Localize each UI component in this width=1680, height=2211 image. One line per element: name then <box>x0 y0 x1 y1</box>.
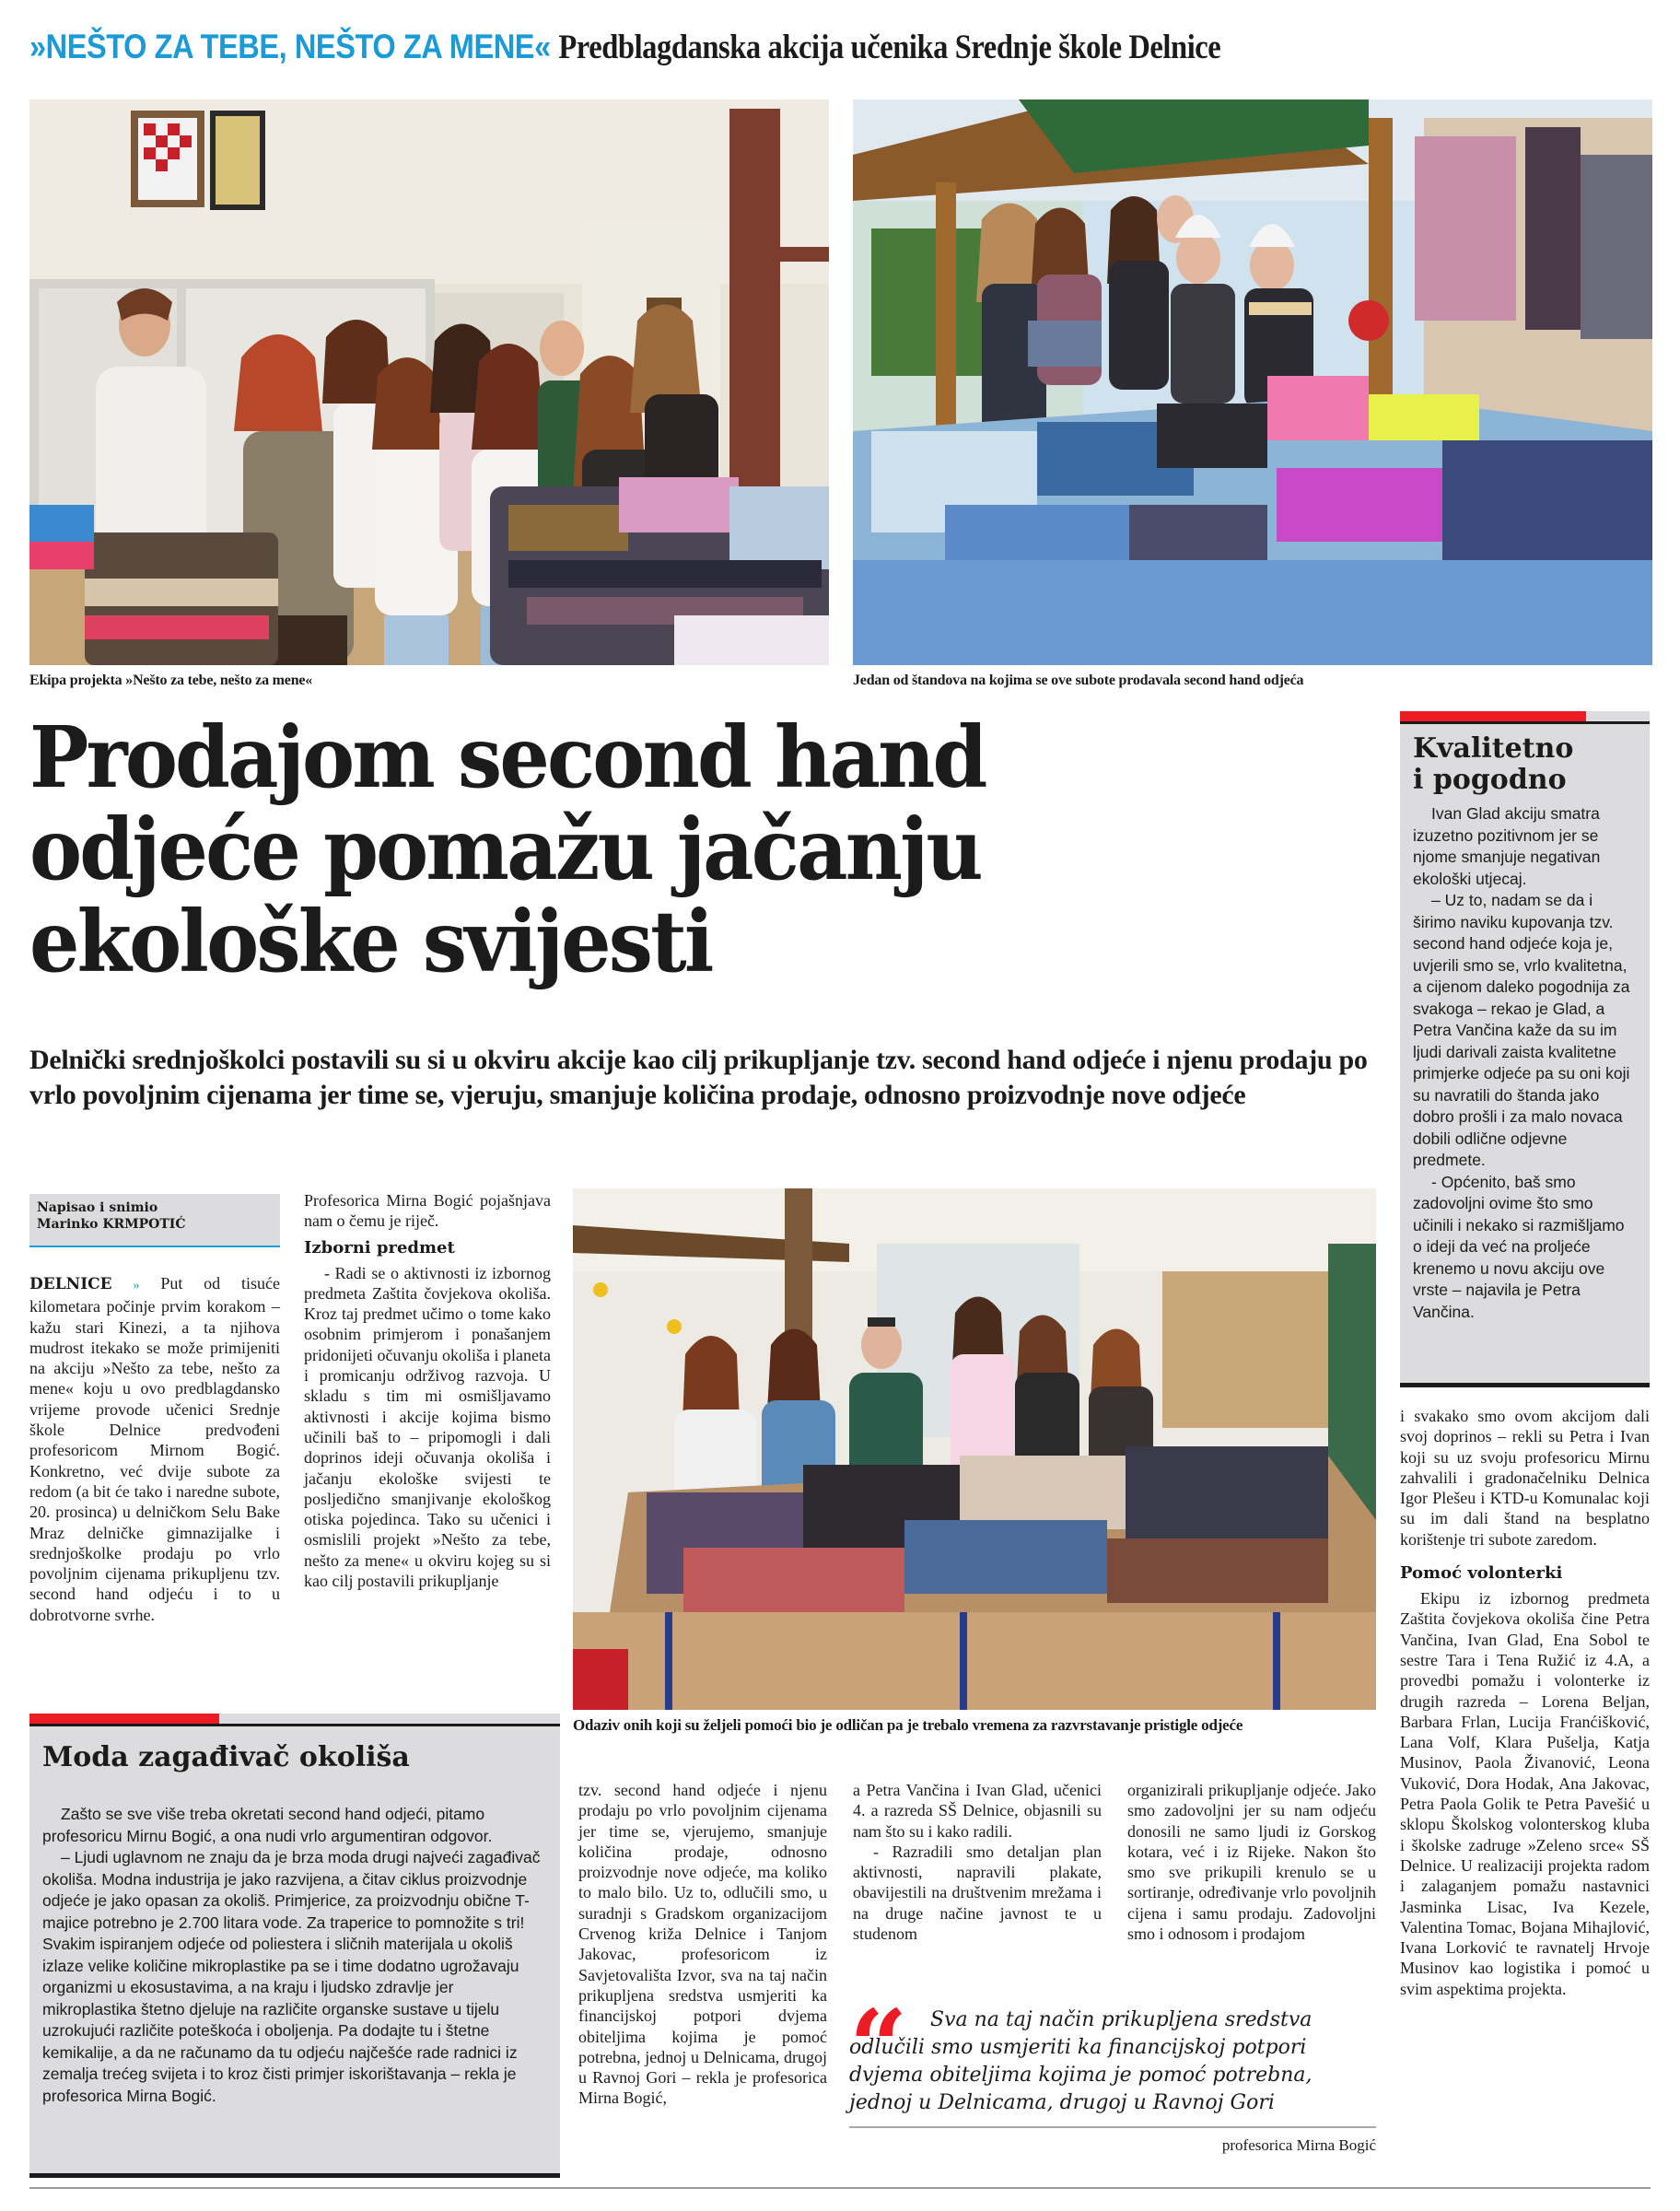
pull-quote-author: profesorica Mirna Bogić <box>1221 2136 1376 2154</box>
sidebar-moda-zagadivac <box>29 1714 560 2178</box>
kicker-accent: »NEŠTO ZA TEBE, NEŠTO ZA MENE« <box>29 28 551 65</box>
red-accent-bar <box>29 1714 219 1724</box>
sidebar-body <box>42 1804 549 2107</box>
article-column-3 <box>578 1780 827 2109</box>
photo-team-caption: Ekipa projekta »Nešto za tebe, nešto za mene« <box>29 673 313 688</box>
article-column-5 <box>1127 1780 1376 1944</box>
byline <box>29 1194 280 1247</box>
article-paragraph: - Radi se o aktivnosti iz izbornog predmeta Zaštita čovjekova okoliša. Kroz taj predmet učimo o tome kako osobnim primjerom i ponašanjem pridonijeti očuvanju okoliša i planeta i promicanju održivog razvoja. U skladu s tim mi osmišljavamo aktivnosti i akcije kojima bismo učinili baš to – pripomogli i dali doprinos ideji očuvanja okoliša i jačanju ekološke svijesti te posljedično smanjivanje ekološkog otiska pojedinca. Tako su učenici i osmislili projekt »Nešto za tebe, nešto za mene« u okviru kojeg su si kao cilj postavili prikupljanje <box>304 1263 551 1591</box>
sidebar-paragraph: – Ljudi uglavnom ne znaju da je brza moda drugi najveći zagađivač okoliša. Modna industrija je jako razvijena, a čitav ciklus proizvodnje odjeće je jako opasan za okoliš. Primjerice, za proizvodnju obične T-majice potrebno je 2.700 litara vode. Za traperice to pomnožite s tri! Svakim ispiranjem odjeće od poliestera i sličnih materijala u okoliš izlaze velike količine mikroplastike pa se i time dodatno ugrožavaju organizmi u ekosustavima, a na kraju i ljudsko zdravlje jer mikroplastika štetno djeluje na različite organske sustave u tijelu uzrokujući različite poteškoća i oboljenja. Pa dodajte tu i štetne kemikalije, a da ne računamo da tu odjeću najčešće rade radnici iz zemalja trećeg svijeta i to kroz čisti primjer iskorištavanja – rekla je profesorica Mirna Bogić. <box>42 1848 541 2105</box>
article-paragraph: organizirali prikupljanje odjeće. Jako smo zadovoljni jer su nam odjeću donosili ne samo ljudi iz Gorskog kotara, već i iz Rijeke. Nakon što smo sve prikupili krenulo se u sortiranje, određivanje vrlo povoljnih cijena i samu prodaju. Zadovoljni smo i odnosom i prodajom <box>1127 1781 1376 1944</box>
photo-team <box>29 99 829 665</box>
bottom-rule <box>29 2187 1651 2189</box>
article-text: Put od tisuće kilometara počinje prvim korakom – kažu stari Kinezi, a ta njihova mudrost itekako se može primijeniti na akciju »Nešto za tebe, nešto za mene« koju u ovo predblagdansko vrijeme provode učenici Srednje škole Delnice predvođeni profesoricom Mirnom Bogić. Konkretno, već dvije subote za redom (a bit će tako i naredne subote, 20. prosinca) u delničkom Selu Bake Mraz delničke gimnazijalke i srednjoškolke prodaju po vrlo povoljnim cijenama prikupljenu tzv. second hand odjeću i to u dobrotvorne svrhe. <box>29 1274 281 1624</box>
article-column-6 <box>1400 1406 1650 1999</box>
quote-mark-icon: “ <box>849 1987 908 2106</box>
sidebar-title-line-1: Kvalitetno <box>1413 732 1574 765</box>
byline-label: Napisao i snimio <box>37 1200 158 1215</box>
subhead-izborni-predmet: Izborni predmet <box>304 1237 455 1258</box>
headline-line-3: ekološke svijesti <box>29 892 712 991</box>
article-column-4 <box>853 1780 1102 1944</box>
rule-line <box>29 2173 560 2178</box>
photo-sorting-caption: Odaziv onih koji su željeli pomoći bio je odličan pa je trebalo vremena za razvrstavanje pristigle odjeće <box>573 1716 1243 1734</box>
pull-quote <box>849 1987 1376 2158</box>
article-column-2 <box>304 1190 551 1591</box>
rule-line <box>1400 721 1650 724</box>
article-paragraph: Ekipu iz izbornog predmeta Zaštita čovjekova okoliša čine Petra Vančina, Ivan Glad, Ena Sobol te sestre Tara i Tena Ružić iz 4.A, a provedbi pomažu i volonterke iz drugih razreda – Lorena Beljan, Barbara Frlan, Lucija Franćišković, Lana Volf, Klara Pušelja, Katja Musinov, Paola Živanović, Leona Vuković, Dora Hodak, Ana Jakovac, Petra Paola Golik te Petra Pavešić u sklopu Školskog volonterskog kluba i školske zadruge »Zeleno srce« SŠ Delnice. U realizaciji projekta radom i zalaganjem pomažu nastavnici Jasminka Lisac, Iva Kezele, Valentina Tomac, Bojana Mihajlović, Ivana Lorković te ravnatelj Hrvoje Musinov kao logistika i pomoć u svim aspektima projekta. <box>1400 1589 1650 1998</box>
photo-sorting <box>573 1188 1376 1710</box>
article-paragraph: a Petra Vančina i Ivan Glad, učenici 4. a razreda SŠ Delnice, objasnili su nam što su i kako radili. <box>853 1781 1102 1841</box>
dateline: DELNICE <box>29 1275 112 1293</box>
kicker-title: Predblagdanska akcija učenika Srednje škole Delnice <box>558 29 1221 66</box>
headline-line-1: Prodajom second hand <box>29 708 986 807</box>
article-paragraph: i svakako smo ovom akcijom dali svoj doprinos – rekli su Petra i Ivan koji su uz svoju profesoricu Mirnu zahvalili i gradonačelniku Delnica Igor Plešeu i KTD-u Komunalac koji su im dali štand na besplatno korištenje tri subote zaredom. <box>1400 1407 1650 1549</box>
lead-paragraph: Delnički srednjoškolci postavili su si u okviru akcije kao cilj prikupljanje tzv. second hand odjeće i njenu prodaju po vrlo povoljnim cijenama jer time se, vjeruju, smanjuje količina prodaje, odnosno proizvodnje nove odjeće <box>29 1045 1368 1110</box>
article-column-1 <box>29 1273 280 1625</box>
sidebar-title-line-2: i pogodno <box>1413 764 1567 796</box>
sidebar-title <box>1413 733 1573 796</box>
sidebar-paragraph: - Općenito, baš smo zadovoljni ovime što smo učinili i nekako si razmišljamo o ideji da već na proljeće krenemo u novu akciju ove vrste – najavila je Petra Vančina. <box>1413 1172 1625 1321</box>
dateline-arrow-icon: » <box>133 1279 140 1293</box>
sidebar-kvalitetno <box>1400 711 1650 1387</box>
rule-line <box>29 1724 560 1726</box>
article-paragraph <box>29 1273 280 1625</box>
headline <box>29 708 1272 991</box>
sidebar-body <box>1413 803 1638 1323</box>
article-paragraph: Profesorica Mirna Bogić pojašnjava nam o čemu je riječ. <box>304 1191 551 1231</box>
byline-author: Marinko KRMPOTIĆ <box>37 1217 186 1232</box>
subhead-pomoc-volonterki: Pomoć volonterki <box>1400 1563 1563 1584</box>
sidebar-title: Moda zagađivač okoliša <box>42 1741 410 1773</box>
headline-line-2: odjeće pomažu jačanju <box>29 800 981 899</box>
red-accent-bar <box>1400 711 1586 721</box>
rule-line <box>1400 1383 1650 1387</box>
article-paragraph: tzv. second hand odjeće i njenu prodaju po vrlo povoljnim cijenama jer time se, vjerujemo, smanjuje količina prodaje, odnosno proizvodnje nove odjeće, ma koliko to malo bilo. Uz to, odlučili smo, u suradnji s Gradskom organizacijom Crvenog križa Delnice i Tanjom Jakovac, profesoricom iz Savjetovališta Izvor, sva na taj način prikupljena sredstva usmjeriti ka financijskoj potpori dvjema obiteljima kojima je pomoć potrebna, jednoj u Delnicama, drugoj u Ravnoj Gori – rekla je profesorica Mirna Bogić, <box>578 1781 827 2108</box>
photo-stand <box>853 99 1652 665</box>
sidebar-paragraph: Zašto se sve više treba okretati second hand odjeći, pitamo profesoricu Mirnu Bogić, a ona nudi vrlo argumentiran odgovor. <box>42 1805 493 1845</box>
pull-quote-text: Sva na taj način prikupljena sredstva odlučili smo usmjeriti ka financijskoj potpori dvjema obiteljima kojima je pomoć potrebna, jednoj u Delnicama, drugoj u Ravnoj Gori <box>849 2008 1312 2114</box>
photo-stand-caption: Jedan od štandova na kojima se ove subote prodavala second hand odjeća <box>853 673 1304 688</box>
sidebar-paragraph: Ivan Glad akciju smatra izuzetno pozitivnom jer se njome smanjuje negativan ekološki utjecaj. <box>1413 804 1601 888</box>
pull-quote-rule <box>849 2126 1376 2128</box>
article-paragraph: - Razradili smo detaljan plan aktivnosti, napravili plakate, obavijestili na društvenim mrežama i na druge načine javnost te u studenom <box>853 1842 1102 1944</box>
sidebar-paragraph: – Uz to, nadam se da i širimo naviku kupovanja tzv. second hand odjeće koja je, uvjerili smo se, vrlo kvalitetna, a cijenom daleko pogodnija za svakoga – rekao je Glad, a Petra Vančina kaže da su im ljudi darivali zaista kvalitetne primjerke odjeće pa su oni koji su navratili do štanda jako dobro prošli i za malo novaca dobili odlične odjevne predmete. <box>1413 891 1630 1169</box>
section-kicker <box>29 28 1220 83</box>
